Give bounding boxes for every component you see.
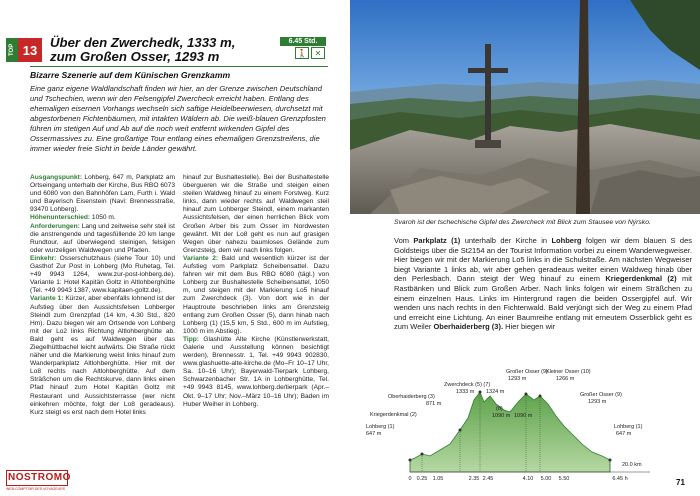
title-divider — [30, 66, 328, 67]
right-page — [350, 0, 700, 496]
profile-label: Lohberg (1) — [366, 424, 395, 430]
profile-alt: 647 m — [616, 431, 632, 437]
profile-alt: 1293 m — [588, 399, 607, 405]
info-column-2 — [183, 174, 329, 409]
elevation-profile — [350, 360, 700, 488]
profile-label: Zwerchdeck (5) (7) — [444, 382, 491, 388]
info-column-1 — [30, 174, 175, 417]
time-tick: 5.50 — [558, 476, 570, 482]
info-paragraph: Variante 1: Kürzer, aber ebenfalls lohnend ist der Aufstieg über den Aussichtsfelsen Lohberger Steindl zum Grenzpfad (14 km, 4.30 Std., 820 Hm). Dazu biegen wir am Ortsende von Lohberg mit der Lo2 links Richtung Altlohberghütte ab. Bald geht es auf Waldwegen über das Ziegelhüttbachel leicht aufwärts. Die Straße rückt näher und die Markierung weist links hinauf zum Wanderparkplatz Altlohberghütte. Hier mit der Lo8 rechts nach Altlohberghütte. Auf dem Sträßchen um die Rechtskurve, dann links einen Pfad hinauf zum Hotel Kapitän Goltz mit Restaurant und Aussichtsterrasse (wer nicht einkehren möchte, folgt der Lo8 geradeaus). Kurz steigt es erst nach dem Hotel links — [30, 295, 175, 416]
profile-scale: 20.0 km — [622, 462, 642, 468]
info-paragraph: Variante 2: Bald und wesentlich kürzer ist der Aufstieg vom Parkplatz Scheibensattel. Dazu fahren wir mit dem Bus RBO 6080 (tägl.) von Lohberg zur Bushaltestelle Scheibensattel, 1050 m, und steigen mit der Markierung Lo5 hinauf zum Zwerchdeck (3). Von dort wie in der Hauptroute beschrieben links am Grenzsteig entlang zum Großen Osser (5), dann hinab nach Lohberg (1) (15,5 km, 5 Std., 600 m im Aufstieg, 1000 m im Abstieg). — [183, 254, 330, 335]
profile-label: Lohberg (1) — [614, 424, 643, 430]
info-paragraph: Höhenunterschied: 1050 m. — [30, 214, 116, 222]
profile-alt: 1266 m — [556, 376, 575, 382]
profile-alt: 1090 m — [492, 413, 511, 419]
intro-text: Eine ganz eigene Waldlandschaft finden wir hier, an der Grenze zwischen Deutschland und Tschechien, wenn wir den Felsengipfel Zwercheck erreicht haben. Entlang des ehemaligen eisernen Vorhangs wechseln sich saftige Heidelbeerwiesen, durchsetzt mit abgestorbenen Fichtenbäumen, mit intakten Wäldern ab. Die weiß-blauen Grenzpfosten führen im stetigen Auf und Ab auf die noch weit entfernt wirkenden Gipfel des Ossermassives zu. Eine großartige Tour entlang eines ehemaligen Grenzstreifens, die immer wieder freie Sicht in beide Länder gewährt. — [30, 84, 326, 153]
info-paragraph: Tipp: Glashütte Alte Kirche (Künstlerwerkstatt, Galerie und Ausstellung können besichtigt werden), Brennesstr. 1, Tel. +49 9943 902830, www.glashuette-alte-kirche.de (Mo–Fr 10–17 Uhr, Sa. 10–16 Uhr); Bayerwald-Tierpark Lohberg, Schwarzenbacher Str. 1A in Lohberghütte, Tel. +49 9943 8145, www.lohberg.de/tierpark (Apr.–Okt. 9–17 Uhr; Nov.–März 10–16 Uhr); Baden im Huber Weiher in Lohberg. — [183, 335, 329, 408]
tour-title — [50, 36, 275, 64]
profile-label: (8) — [496, 406, 503, 412]
time-tick: 0.25 — [416, 476, 428, 482]
profile-label: Großer Osser (9) — [580, 392, 622, 398]
title-line-2: zum Großen Osser, 1293 m — [50, 49, 220, 64]
route-description: Vom Parkplatz (1) unterhalb der Kirche in Lohberg folgen wir dem blauen S des Goldsteigs über die St2154 an der Tourist Information vorbei zu einem Wanderwegweiser. Hier biegen wir mit der Markierung Lo5 links in die Schulstraße. Am nächsten Wegweiser biegt Variante 1 links ab, wir aber gehen geradeaus weiter einen Waldweg hinab über den Perlesbach. Dann steigt der Weg hinauf zu einem Kriegerdenkmal (2) mit Rastbänken und Blick zum Großen Arber. Nach links folgen wir einem Sträßchen zu einem einzelnen Haus. Links im Hintergrund ragen die beiden Ossergipfel auf. Wir wenden uns nach rechts in den Fichtenwald. Bald verjüngt sich der Weg zu einem Pfad und erreicht eine Lichtung. An einer Baumreihe entlang mit erneutem Osserblick geht es zum Weiler Oberhaiderberg (3). Hier biegen wir — [394, 236, 692, 332]
profile-label: Oberhaiderberg (3) — [388, 394, 435, 400]
time-tick: 6.45 h — [612, 476, 628, 482]
hiker-icon: 🚶 — [295, 47, 309, 59]
info-paragraph: Ausgangspunkt: Lohberg, 647 m, Parkplatz am Ortseingang unterhalb der Kirche, Bus RBO 6073 und 6080 von den Bahnhöfen Lam, Furth i. Wald und Bayerisch Eisenstein (Navi: Brennesstraße, 93470 Lohberg). — [30, 174, 175, 214]
profile-alt: 1090 m — [514, 413, 533, 419]
tour-number: 13 — [18, 38, 42, 62]
time-tick: 4.10 — [522, 476, 534, 482]
tour-subtitle: Bizarre Szenerie auf dem Künischen Grenzkamm — [30, 70, 231, 80]
page-number: 71 — [676, 478, 685, 487]
difficulty-icons — [295, 47, 325, 59]
profile-label: Großer Osser (9) — [506, 369, 548, 375]
profile-label: Kriegerdenkmal (2) — [370, 412, 417, 418]
time-tick: 5.00 — [540, 476, 552, 482]
profile-label: Kleiner Osser (10) — [546, 369, 591, 375]
profile-alt: 871 m — [426, 401, 442, 407]
profile-alt: 1293 m — [508, 376, 527, 382]
time-tick: 2.35 — [468, 476, 480, 482]
logo-subtext: WEB-COMPTOIR DES VOYAGEURS — [6, 487, 65, 491]
title-line-1: Über den Zwerchedk, 1333 m, — [50, 35, 236, 50]
family-icon: ✕ — [311, 47, 325, 59]
time-tick: 2.45 — [482, 476, 494, 482]
top-tab: TOP — [6, 38, 18, 62]
profile-alt: 647 m — [366, 431, 382, 437]
time-tick: 1.05 — [432, 476, 444, 482]
summit-cross-photo — [350, 0, 700, 214]
time-tick: 0 — [408, 476, 412, 482]
photo-caption: Svaroh ist der tschechische Gipfel des Zwercheck mit Blick zum Stausee von Nýrsko. — [394, 219, 651, 226]
info-paragraph: Anforderungen: Lang und zeitweise sehr steil ist die anstrengende und tagesfüllende 20 km lange Rundtour, auf überwiegend steinigen, felsigen oder wurzeligen Waldwegen und Pfaden. — [30, 222, 175, 254]
duration-badge: 6.45 Std. — [280, 37, 326, 46]
profile-alt: 1333 m — [456, 389, 475, 395]
profile-alt: 1324 m — [486, 389, 505, 395]
publisher-logo — [0, 466, 70, 496]
info-paragraph: hinauf zur Bushaltestelle). Bei der Bushaltestelle übergueren wir die Straße und steigen einen steilen Waldweg hinauf zu einem Forstweg. Kurz links, dann wieder rechts auf Waldwegen steil hinauf zum Lohberger Steindl, einem markanten Aussichtsfelsen, der einen herrlichen Blick vom Großen Arber bis zum Osser im Nordwesten gewährt. Mit der Lo8 geht es nun auf grasigen Wegen über nahezu baumloses Gelände zum Grenzsteig, dem wir nach links folgen. — [183, 174, 329, 254]
logo-text: NOSTROMO — [8, 472, 71, 483]
info-paragraph: Einkehr: Osserschutzhaus (siehe Tour 10) und Gasthof Zur Post in Lohberg (Mo Ruhetag, Tel. +49 9943 1264, www.zur-post-lohberg.de). Variante 1: Hotel Kapitän Goltz in Altlohberghütte (Tel. +49 9943 1387, www.kapitaen-goltz.de). — [30, 254, 175, 295]
